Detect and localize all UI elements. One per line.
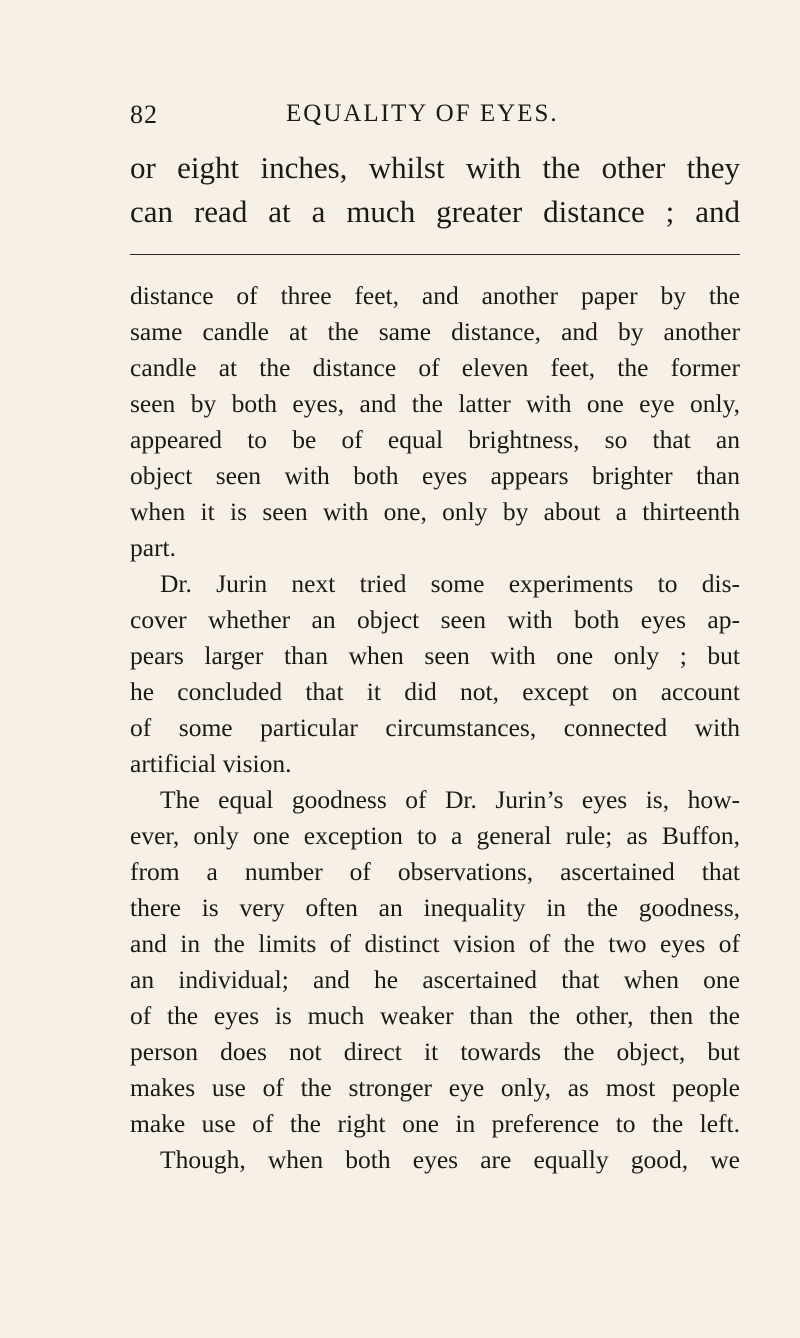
text-line: from a number of observations, ascertained that	[130, 857, 740, 886]
text-line: object seen with both eyes appears brighter than	[130, 461, 740, 490]
text-line: candle at the distance of eleven feet, the former	[130, 353, 740, 382]
text-line: seen by both eyes, and the latter with one eye only,	[130, 389, 740, 418]
text-line: person does not direct it towards the object, but	[130, 1037, 740, 1066]
text-line: or eight inches, whilst with the other they	[130, 150, 740, 185]
text-line: when it is seen with one, only by about a thirteenth	[130, 497, 740, 526]
divider-rule	[130, 254, 740, 255]
text-line: pears larger than when seen with one only ; but	[130, 641, 740, 670]
page-header	[130, 100, 740, 134]
text-line: artificial vision.	[130, 749, 292, 778]
text-line: distance of three feet, and another paper by the	[130, 281, 740, 310]
running-title: EQUALITY OF EYES.	[286, 100, 559, 127]
text-line: Though, when both eyes are equally good, we	[160, 1145, 740, 1174]
text-line: makes use of the stronger eye only, as most people	[130, 1073, 740, 1102]
text-line: appeared to be of equal brightness, so that an	[130, 425, 740, 454]
text-line: cover whether an object seen with both eyes ap-	[130, 605, 740, 634]
pasted-paragraph-fragment	[130, 146, 740, 234]
text-line: same candle at the same distance, and by another	[130, 317, 740, 346]
page-number: 82	[130, 100, 158, 129]
body-text	[130, 278, 740, 1178]
text-line: an individual; and he ascertained that when one	[130, 965, 740, 994]
text-line: there is very often an inequality in the goodness,	[130, 893, 740, 922]
text-line: Dr. Jurin next tried some experiments to dis-	[160, 569, 740, 598]
text-line: make use of the right one in preference to the left.	[130, 1109, 740, 1138]
text-line: and in the limits of distinct vision of the two eyes of	[130, 929, 740, 958]
text-line: of some particular circumstances, connected with	[130, 713, 740, 742]
text-line: ever, only one exception to a general rule; as Buffon,	[130, 821, 740, 850]
text-line: of the eyes is much weaker than the other, then the	[130, 1001, 740, 1030]
text-line: part.	[130, 533, 177, 562]
text-line: can read at a much greater distance ; and	[130, 194, 740, 229]
text-line: The equal goodness of Dr. Jurin’s eyes is, how-	[160, 785, 740, 814]
text-line: he concluded that it did not, except on account	[130, 677, 740, 706]
